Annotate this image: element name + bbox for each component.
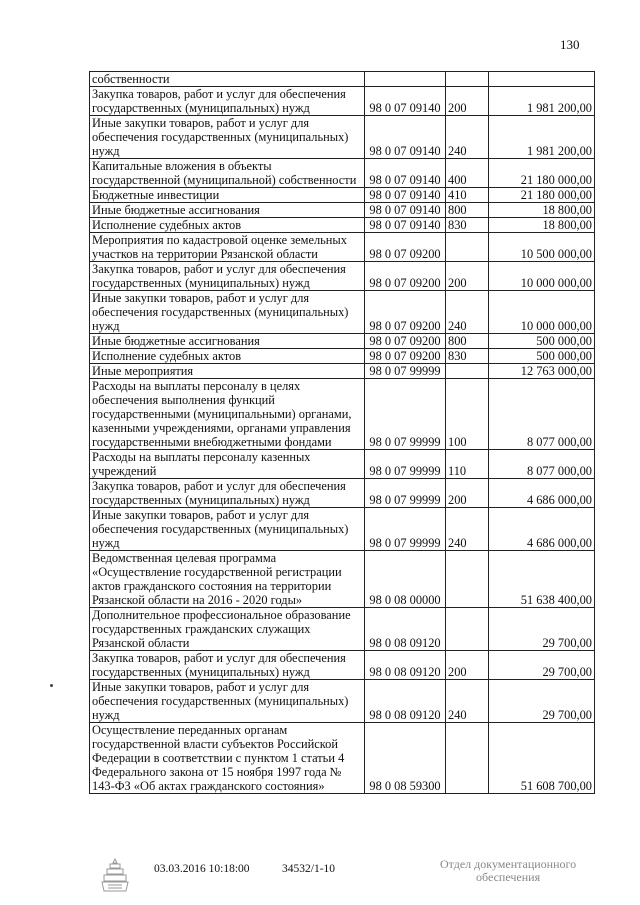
table-row xyxy=(90,116,595,159)
table-row xyxy=(90,87,595,116)
cell-type: 800 xyxy=(446,203,489,218)
cell-amount: 51 638 400,00 xyxy=(489,551,595,608)
cell-amount: 21 180 000,00 xyxy=(489,188,595,203)
emblem-icon xyxy=(100,857,130,893)
cell-name: Закупка товаров, работ и услуг для обеспечения государственных (муниципальных) нужд xyxy=(90,651,365,680)
footer-document-number: 34532/1-10 xyxy=(282,863,336,875)
cell-amount: 4 686 000,00 xyxy=(489,508,595,551)
cell-type: 830 xyxy=(446,349,489,364)
cell-type: 100 xyxy=(446,379,489,450)
cell-code: 98 0 07 09200 xyxy=(365,349,446,364)
cell-amount: 500 000,00 xyxy=(489,334,595,349)
cell-name: Осуществление переданных органам государственной власти субъектов Российской Федерации в соответствии с пунктом 1 статьи 4 Федерального закона от 15 ноября 1997 года № 143-ФЗ «Об актах гражданского состояния» xyxy=(90,723,365,794)
table-row xyxy=(90,551,595,608)
cell-name: Закупка товаров, работ и услуг для обеспечения государственных (муниципальных) нужд xyxy=(90,87,365,116)
cell-amount: 500 000,00 xyxy=(489,349,595,364)
table-row xyxy=(90,203,595,218)
cell-name: Иные закупки товаров, работ и услуг для обеспечения государственных (муниципальных) нужд xyxy=(90,508,365,551)
cell-amount: 21 180 000,00 xyxy=(489,159,595,188)
table-row xyxy=(90,608,595,651)
cell-code: 98 0 08 09120 xyxy=(365,651,446,680)
cell-code: 98 0 07 09140 xyxy=(365,87,446,116)
cell-name: Иные закупки товаров, работ и услуг для обеспечения государственных (муниципальных) нужд xyxy=(90,116,365,159)
cell-amount: 12 763 000,00 xyxy=(489,364,595,379)
cell-code: 98 0 07 09140 xyxy=(365,218,446,233)
cell-name: Иные бюджетные ассигнования xyxy=(90,203,365,218)
table-row xyxy=(90,379,595,450)
table-row xyxy=(90,262,595,291)
cell-amount: 10 500 000,00 xyxy=(489,233,595,262)
budget-table-body xyxy=(90,72,595,794)
cell-name: Дополнительное профессиональное образование государственных гражданских служащих Рязанской области xyxy=(90,608,365,651)
cell-amount: 29 700,00 xyxy=(489,608,595,651)
table-row xyxy=(90,188,595,203)
cell-amount: 1 981 200,00 xyxy=(489,87,595,116)
table-row xyxy=(90,680,595,723)
cell-type: 200 xyxy=(446,651,489,680)
scan-speck xyxy=(50,684,53,687)
cell-name: Закупка товаров, работ и услуг для обеспечения государственных (муниципальных) нужд xyxy=(90,479,365,508)
table-row xyxy=(90,450,595,479)
cell-code: 98 0 07 09140 xyxy=(365,116,446,159)
cell-amount: 18 800,00 xyxy=(489,203,595,218)
cell-name: Мероприятия по кадастровой оценке земельных участков на территории Рязанской области xyxy=(90,233,365,262)
budget-table xyxy=(89,71,595,794)
cell-name: Иные бюджетные ассигнования xyxy=(90,334,365,349)
page-number: 130 xyxy=(560,37,580,52)
cell-type xyxy=(446,364,489,379)
cell-type: 240 xyxy=(446,508,489,551)
cell-code: 98 0 07 99999 xyxy=(365,479,446,508)
cell-amount: 10 000 000,00 xyxy=(489,262,595,291)
cell-name: Бюджетные инвестиции xyxy=(90,188,365,203)
cell-type xyxy=(446,551,489,608)
cell-type: 400 xyxy=(446,159,489,188)
cell-type: 110 xyxy=(446,450,489,479)
cell-name: Исполнение судебных актов xyxy=(90,349,365,364)
cell-name: Расходы на выплаты персоналу в целях обеспечения выполнения функций государственными (муниципальными) органами, казенными учреждениями, органами управления государственными внебюджетными фондами xyxy=(90,379,365,450)
cell-name: Ведомственная целевая программа «Осуществление государственной регистрации актов гражданского состояния на территории Рязанской области на 2016 - 2020 годы» xyxy=(90,551,365,608)
cell-type: 830 xyxy=(446,218,489,233)
cell-type: 240 xyxy=(446,680,489,723)
cell-code: 98 0 08 09120 xyxy=(365,680,446,723)
cell-code: 98 0 07 99999 xyxy=(365,379,446,450)
department-stamp xyxy=(440,858,576,884)
table-row xyxy=(90,364,595,379)
cell-code: 98 0 08 09120 xyxy=(365,608,446,651)
cell-name: Капитальные вложения в объекты государственной (муниципальной) собственности xyxy=(90,159,365,188)
cell-amount: 4 686 000,00 xyxy=(489,479,595,508)
footer-datetime: 03.03.2016 10:18:00 xyxy=(154,863,250,875)
cell-amount: 1 981 200,00 xyxy=(489,116,595,159)
cell-code: 98 0 07 09200 xyxy=(365,291,446,334)
cell-type: 200 xyxy=(446,262,489,291)
cell-name: собственности xyxy=(90,72,365,87)
cell-type xyxy=(446,233,489,262)
table-row xyxy=(90,218,595,233)
table-row xyxy=(90,334,595,349)
cell-code: 98 0 07 99999 xyxy=(365,450,446,479)
table-row xyxy=(90,159,595,188)
cell-amount: 8 077 000,00 xyxy=(489,379,595,450)
cell-code: 98 0 07 09200 xyxy=(365,233,446,262)
cell-type: 200 xyxy=(446,87,489,116)
stamp-line-2: обеспечения xyxy=(476,870,541,884)
cell-name: Иные закупки товаров, работ и услуг для обеспечения государственных (муниципальных) нужд xyxy=(90,291,365,334)
cell-amount: 29 700,00 xyxy=(489,651,595,680)
table-row xyxy=(90,508,595,551)
cell-code: 98 0 08 00000 xyxy=(365,551,446,608)
cell-name: Расходы на выплаты персоналу казенных учреждений xyxy=(90,450,365,479)
cell-code: 98 0 08 59300 xyxy=(365,723,446,794)
cell-code: 98 0 07 09140 xyxy=(365,159,446,188)
cell-type xyxy=(446,608,489,651)
cell-amount: 51 608 700,00 xyxy=(489,723,595,794)
cell-code: 98 0 07 09200 xyxy=(365,334,446,349)
table-row xyxy=(90,479,595,508)
cell-code: 98 0 07 09140 xyxy=(365,203,446,218)
table-row xyxy=(90,291,595,334)
cell-name: Иные мероприятия xyxy=(90,364,365,379)
cell-code: 98 0 07 99999 xyxy=(365,364,446,379)
cell-code: 98 0 07 09140 xyxy=(365,188,446,203)
table-row xyxy=(90,651,595,680)
cell-code: 98 0 07 99999 xyxy=(365,508,446,551)
cell-type xyxy=(446,72,489,87)
cell-name: Иные закупки товаров, работ и услуг для обеспечения государственных (муниципальных) нужд xyxy=(90,680,365,723)
cell-type xyxy=(446,723,489,794)
cell-amount: 10 000 000,00 xyxy=(489,291,595,334)
cell-type: 800 xyxy=(446,334,489,349)
table-row xyxy=(90,233,595,262)
cell-name: Закупка товаров, работ и услуг для обеспечения государственных (муниципальных) нужд xyxy=(90,262,365,291)
table-row xyxy=(90,72,595,87)
cell-code xyxy=(365,72,446,87)
cell-amount: 29 700,00 xyxy=(489,680,595,723)
cell-name: Исполнение судебных актов xyxy=(90,218,365,233)
cell-amount: 18 800,00 xyxy=(489,218,595,233)
cell-code: 98 0 07 09200 xyxy=(365,262,446,291)
cell-amount xyxy=(489,72,595,87)
cell-type: 240 xyxy=(446,116,489,159)
stamp-line-1: Отдел документационного xyxy=(440,857,577,871)
cell-type: 410 xyxy=(446,188,489,203)
cell-amount: 8 077 000,00 xyxy=(489,450,595,479)
table-row xyxy=(90,723,595,794)
cell-type: 240 xyxy=(446,291,489,334)
cell-type: 200 xyxy=(446,479,489,508)
table-row xyxy=(90,349,595,364)
